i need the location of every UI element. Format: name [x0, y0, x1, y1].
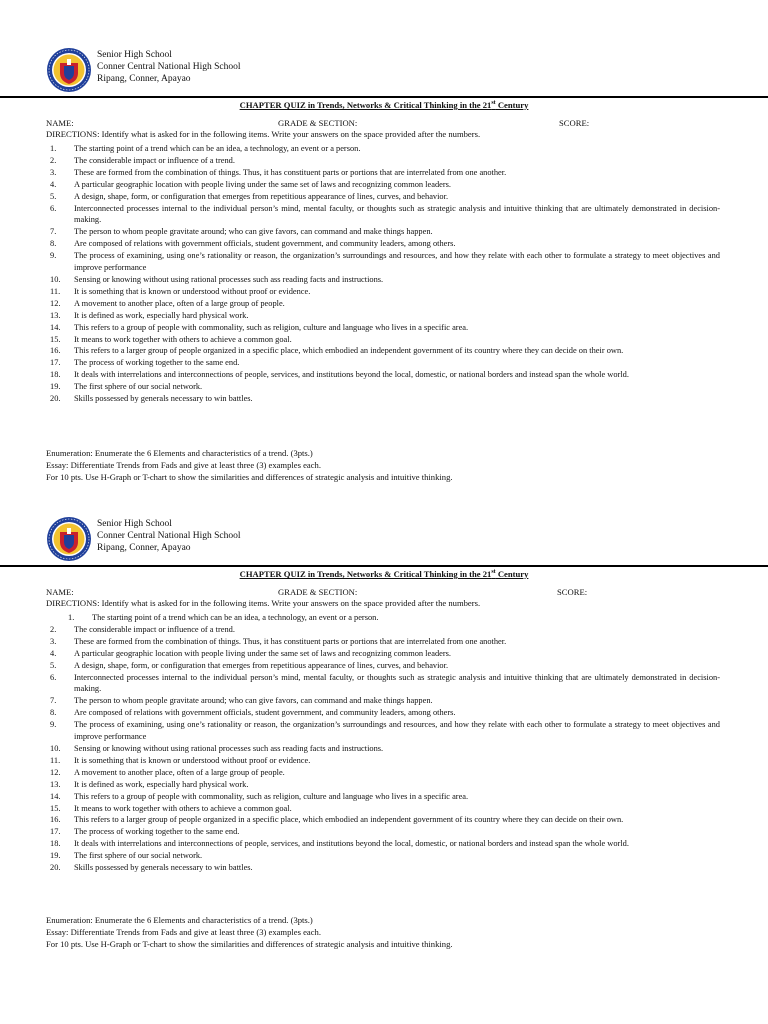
question-item: 1. The starting point of a trend which can be an idea, a technology, an event or a person. [68, 613, 379, 622]
question-item: 15. It means to work together with others to achieve a common goal. [50, 803, 292, 813]
chart-task: For 10 pts. Use H-Graph or T-chart to show the similarities and differences of strategic analysis and intuitive thinking. [46, 472, 453, 482]
question-item: 18. It deals with interrelations and interconnections of people, services, and institutions beyond the local, domestic, or national borders and instead span the whole world. [50, 839, 629, 849]
score-label: SCORE: [557, 587, 588, 597]
question-list [46, 143, 720, 405]
question-item: 14. This refers to a group of people with commonality, such as religion, culture and language who lives in a specific area. [50, 322, 469, 332]
question-item: 10. Sensing or knowing without using rational processes such ass reading facts and instructions. [50, 743, 384, 753]
school-name: Conner Central National High School [97, 531, 241, 541]
school-header [0, 45, 768, 97]
question-item: 3. These are formed from the combination of things. Thus, it has constituent parts or portions that are interrelated from one another. [50, 167, 507, 177]
chart-task: For 10 pts. Use H-Graph or T-chart to show the similarities and differences of strategic analysis and intuitive thinking. [46, 939, 453, 949]
question-item: 8. Are composed of relations with government officials, student government, and community leaders, among others. [50, 239, 456, 249]
enumeration-task: Enumeration: Enumerate the 6 Elements and characteristics of a trend. (3pts.) [46, 915, 313, 925]
essay-task: Essay: Differentiate Trends from Fads and give at least three (3) examples each. [46, 460, 321, 470]
question-item: 17. The process of working together to the same end. [50, 827, 240, 837]
question-item: 7. The person to whom people gravitate around; who can give favors, can command and make things happen. [50, 696, 433, 706]
question-item: 13. It is defined as work, especially hard physical work. [50, 779, 249, 789]
school-header [0, 514, 768, 566]
question-item: 6. Interconnected processes internal to the individual person’s mind, mental faculty, or thoughts such as strategic analysis and intuitive thinking that are ultimately demonstrated in decision- making. [50, 672, 720, 694]
enumeration-task: Enumeration: Enumerate the 6 Elements and characteristics of a trend. (3pts.) [46, 448, 313, 458]
question-item: 4. A particular geographic location with people living under the same set of laws and recognizing common leaders. [50, 179, 451, 189]
question-item: 11. It is something that is known or understood without proof or evidence. [50, 755, 311, 765]
question-item: 14. This refers to a group of people with commonality, such as religion, culture and language who lives in a specific area. [50, 791, 469, 801]
quiz-sheet-bottom [0, 514, 768, 949]
grade-section-label: GRADE & SECTION: [278, 118, 358, 128]
question-item: 3. These are formed from the combination of things. Thus, it has constituent parts or portions that are interrelated from one another. [50, 636, 507, 646]
directions-text: DIRECTIONS: Identify what is asked for in the following items. Write your answers on the space provided after the numbers. [46, 598, 481, 608]
quiz-sheet-top [0, 45, 768, 482]
question-item: 4. A particular geographic location with people living under the same set of laws and recognizing common leaders. [50, 648, 451, 658]
extra-tasks [46, 447, 726, 483]
school-name: Conner Central National High School [97, 62, 241, 72]
header-divider [0, 96, 768, 98]
essay-task: Essay: Differentiate Trends from Fads and give at least three (3) examples each. [46, 927, 321, 937]
name-label: NAME: [46, 587, 74, 597]
question-item: 13. It is defined as work, especially hard physical work. [50, 310, 249, 320]
question-item: 19. The first sphere of our social network. [50, 851, 203, 861]
question-item: 15. It means to work together with others to achieve a common goal. [50, 334, 292, 344]
question-item: 16. This refers to a larger group of people organized in a specific place, which embodied an independent government of its country where they can decide on their own. [50, 346, 624, 356]
question-item: 7. The person to whom people gravitate around; who can give favors, can command and make things happen. [50, 227, 433, 237]
question-item: 20. Skills possessed by generals necessary to win battles. [50, 863, 253, 873]
extra-tasks [46, 914, 726, 950]
question-item: 12. A movement to another place, often of a large group of people. [50, 298, 285, 308]
question-item: 5. A design, shape, form, or configuration that emerges from repetitious appearance of lines, curves, and behavior. [50, 191, 449, 201]
quiz-title: CHAPTER QUIZ in Trends, Networks & Critical Thinking in the 21st Century [239, 100, 529, 110]
question-item: 2. The considerable impact or influence of a trend. [50, 155, 235, 165]
question-item: 19. The first sphere of our social network. [50, 382, 203, 392]
question-list [46, 612, 720, 874]
school-location: Ripang, Conner, Apayao [97, 543, 191, 553]
question-item: 6. Interconnected processes internal to the individual person’s mind, mental faculty, or thoughts such as strategic analysis and intuitive thinking that are ultimately demonstrated in decision- making. [50, 203, 720, 225]
question-item: 18. It deals with interrelations and interconnections of people, services, and institutions beyond the local, domestic, or national borders and instead span the whole world. [50, 370, 629, 380]
school-level: Senior High School [97, 50, 172, 60]
directions-text: DIRECTIONS: Identify what is asked for in the following items. Write your answers on the space provided after the numbers. [46, 129, 481, 139]
question-item: 17. The process of working together to the same end. [50, 358, 240, 368]
question-item: 12. A movement to another place, often of a large group of people. [50, 767, 285, 777]
school-address-block [97, 518, 241, 554]
name-label: NAME: [46, 118, 74, 128]
school-location: Ripang, Conner, Apayao [97, 74, 191, 84]
grade-section-label: GRADE & SECTION: [278, 587, 358, 597]
question-item: 8. Are composed of relations with government officials, student government, and community leaders, among others. [50, 708, 456, 718]
header-divider [0, 565, 768, 567]
school-seal-icon [46, 516, 92, 562]
question-item: 9. The process of examining, using one’s rationality or reason, the organization’s surroundings and resources, and how they relate with each other to formulate a strategy to meet objectives and improve performance [50, 720, 720, 742]
school-address-block [97, 49, 241, 85]
quiz-title: CHAPTER QUIZ in Trends, Networks & Critical Thinking in the 21st Century [239, 569, 529, 579]
question-item: 16. This refers to a larger group of people organized in a specific place, which embodied an independent government of its country where they can decide on their own. [50, 815, 624, 825]
school-level: Senior High School [97, 519, 172, 529]
question-item: 1. The starting point of a trend which can be an idea, a technology, an event or a person. [50, 144, 361, 153]
question-item: 20. Skills possessed by generals necessary to win battles. [50, 394, 253, 404]
question-item: 10. Sensing or knowing without using rational processes such ass reading facts and instructions. [50, 274, 384, 284]
question-item: 9. The process of examining, using one’s rationality or reason, the organization’s surroundings and resources, and how they relate with each other to formulate a strategy to meet objectives and improve performance [50, 251, 720, 273]
question-item: 5. A design, shape, form, or configuration that emerges from repetitious appearance of lines, curves, and behavior. [50, 660, 449, 670]
question-item: 2. The considerable impact or influence of a trend. [50, 624, 235, 634]
question-item: 11. It is something that is known or understood without proof or evidence. [50, 286, 311, 296]
score-label: SCORE: [559, 118, 590, 128]
school-seal-icon [46, 47, 92, 93]
